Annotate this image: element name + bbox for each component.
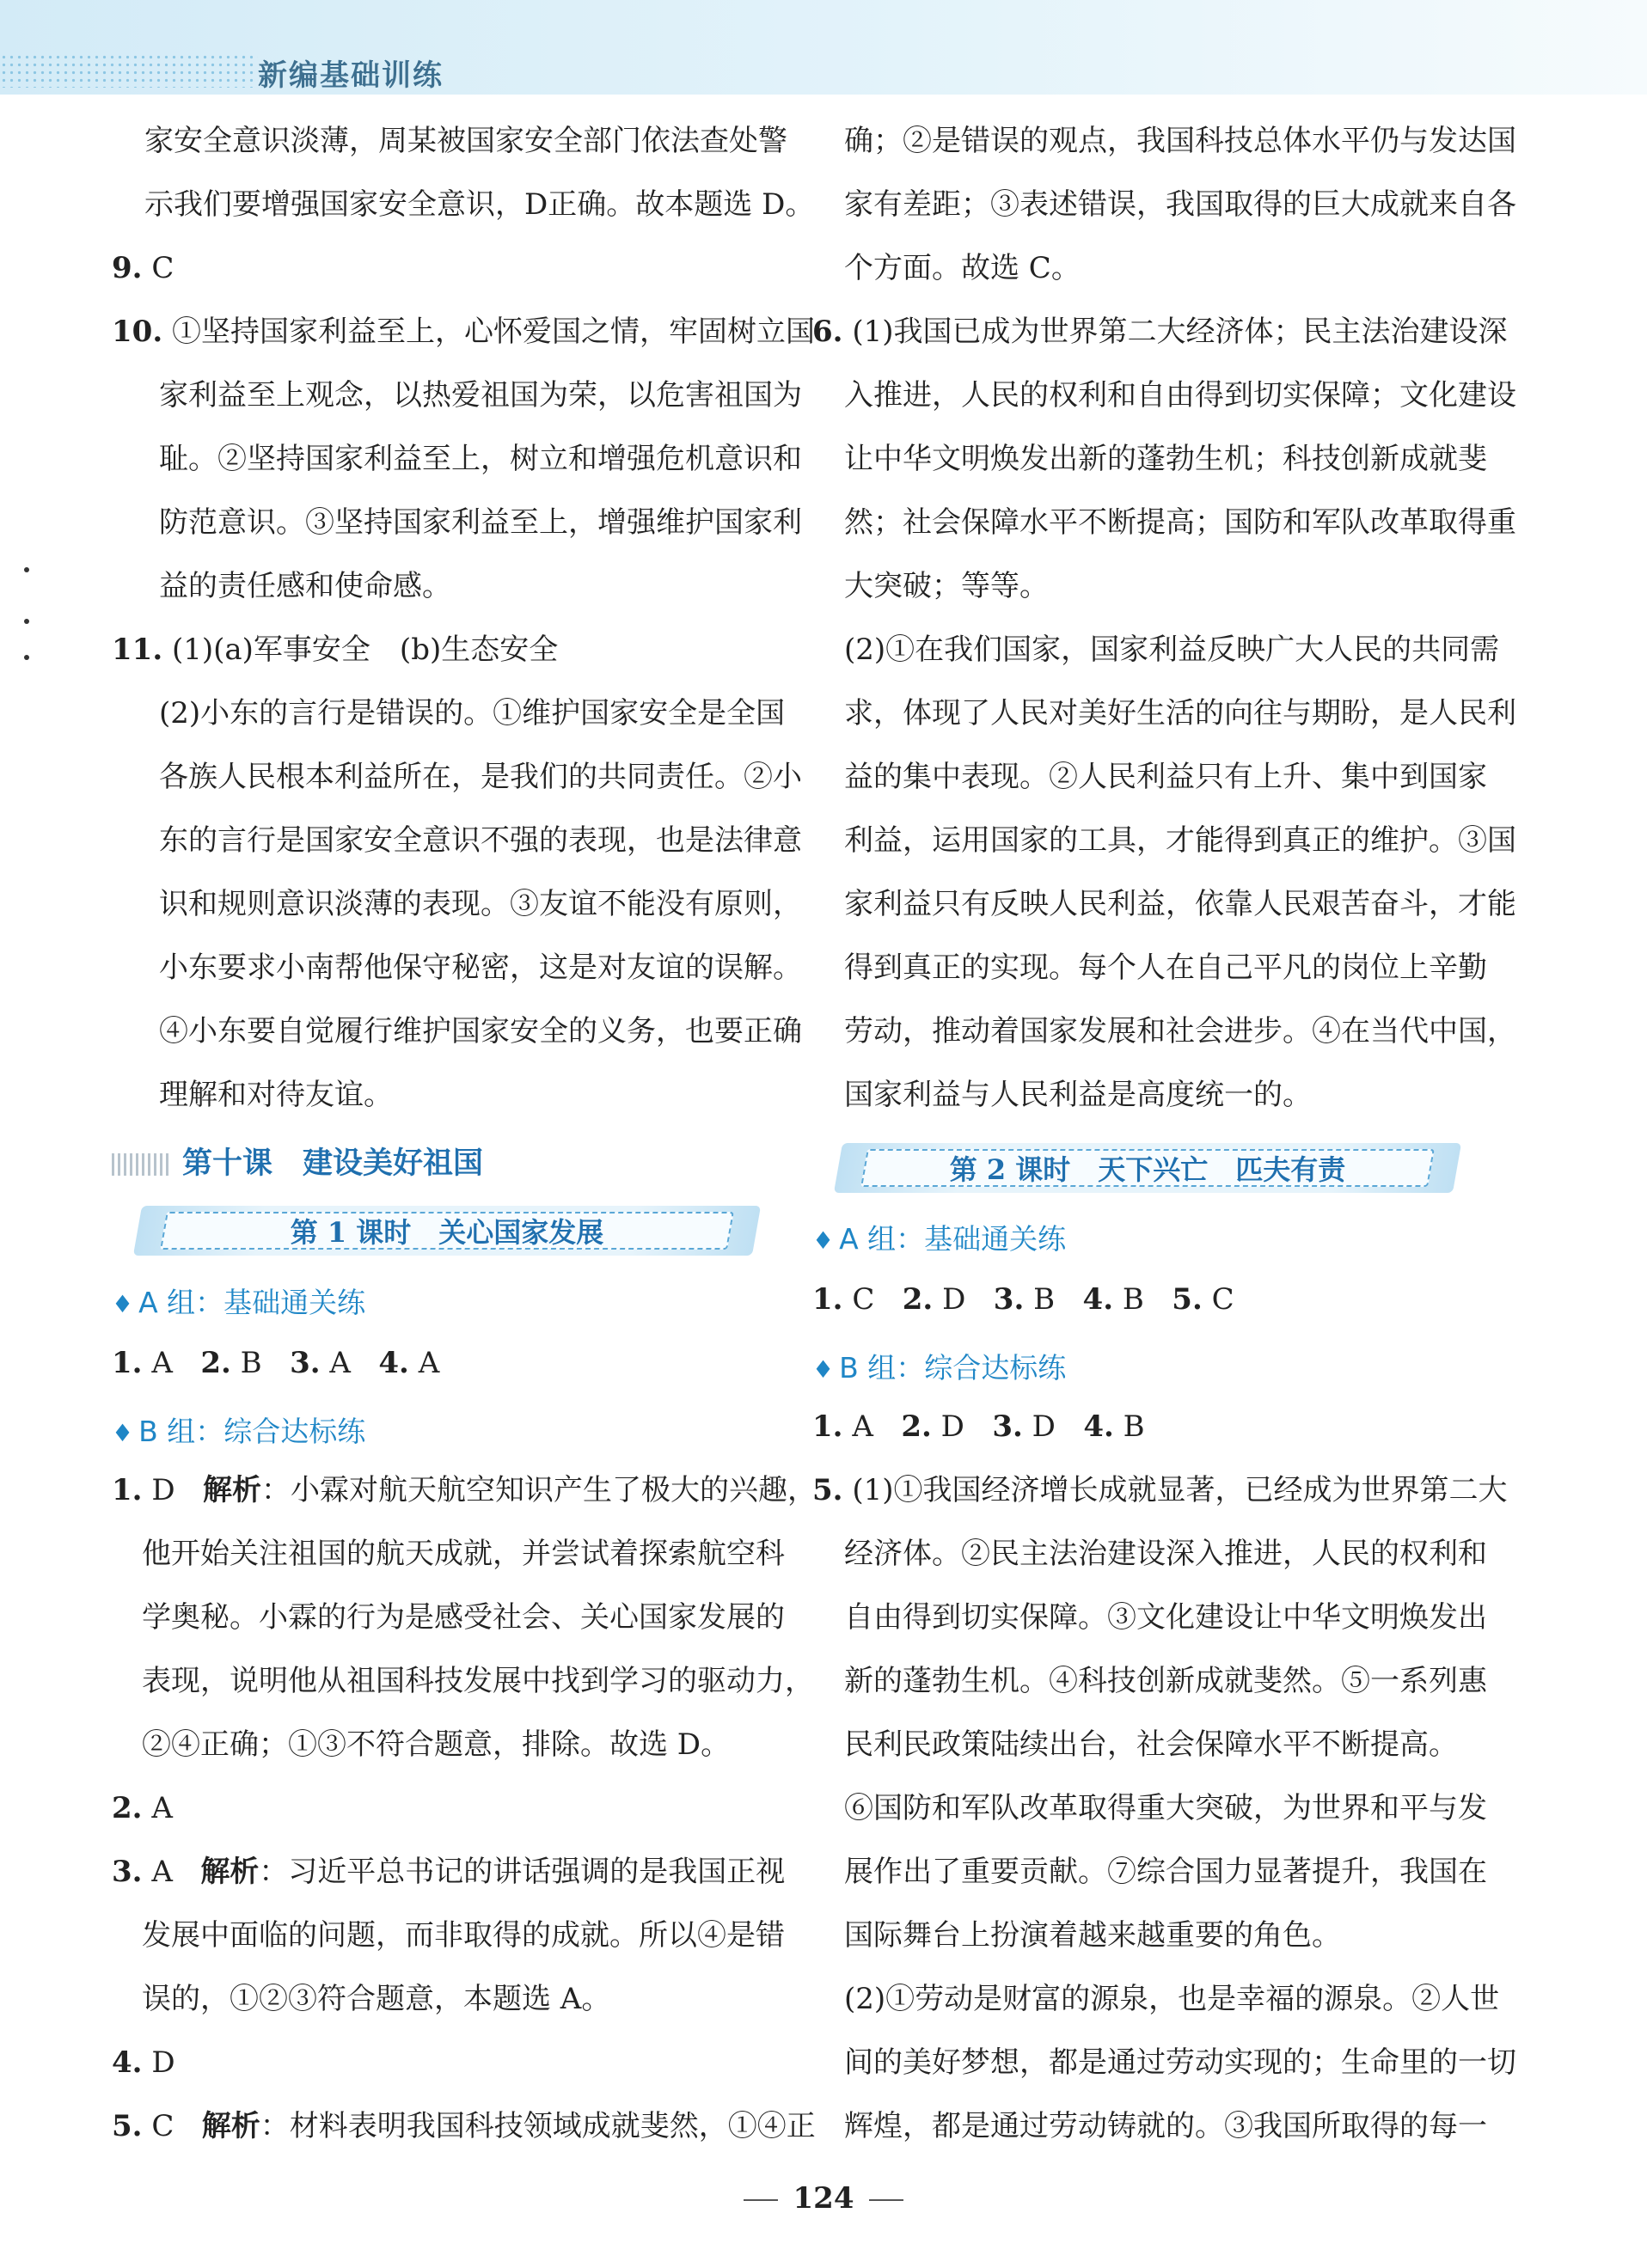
text-line: 家利益至上观念，以热爱祖国为荣，以危害祖国为 [159,378,802,413]
question-b4 [112,2045,175,2080]
text-line: 益的责任感和使命感。 [159,569,451,603]
question-number: 5. [812,1473,843,1507]
text-line: ④小东要自觉履行维护国家安全的义务，也要正确 [159,1014,802,1048]
answer: B [240,1346,262,1380]
answer-number: 4. [1082,1282,1114,1317]
answers-row [812,1409,1145,1444]
answer: A [329,1346,351,1380]
answer: D [942,1282,966,1317]
text-line: 国家利益与人民利益是高度统一的。 [844,1078,1312,1112]
text-line: 家利益只有反映人民利益，依靠人民艰苦奋斗，才能 [844,887,1516,921]
question-number: 6. [812,315,843,349]
answer: B [1033,1282,1056,1317]
question-9 [112,251,174,285]
text-line: 得到真正的实现。每个人在自己平凡的岗位上辛勤 [844,951,1487,985]
diamond-icon: ♦ [812,1355,835,1384]
answer-number: 3. [993,1282,1025,1317]
question-number: 5. [112,2109,143,2143]
answer: A [151,1791,173,1825]
question-10-first [112,315,815,349]
group-label: B 组：综合达标练 [138,1415,366,1448]
answer: A [151,1855,173,1889]
question-11-first [112,633,558,667]
answer: A [852,1409,873,1444]
question-number: 4. [112,2045,143,2080]
diamond-icon: ♦ [112,1290,134,1318]
group-label: B 组：综合达标练 [839,1351,1067,1385]
text-line: ②④正确；①③不符合题意，排除。故选 D。 [142,1727,731,1762]
text-line: 识和规则意识淡薄的表现。③友谊不能没有原则， [159,887,802,921]
analysis-label: 解析 [200,1855,260,1889]
lesson-title: 第 1 课时 关心国家发展 [290,1216,604,1249]
text-line: 求，体现了人民对美好生活的向往与期盼，是人民利 [844,696,1516,731]
text-line: 确；②是错误的观点，我国科技总体水平仍与发达国 [844,124,1516,158]
lesson-banner [834,1143,1461,1193]
answer-number: 2. [901,1409,932,1444]
text-line: 国际舞台上扮演着越来越重要的角色。 [844,1918,1341,1953]
answer: B [1123,1409,1145,1444]
analysis-label: 解析 [201,2109,260,2143]
page-number-row [0,2181,1647,2216]
text-line: 劳动，推动着国家发展和社会进步。④在当代中国， [844,1014,1516,1048]
text-line: (2)小东的言行是错误的。①维护国家安全是全国 [159,696,786,731]
question-b5-first [112,2109,816,2143]
margin-marks [24,559,41,670]
answer: D [151,1473,175,1507]
answer-number: 2. [200,1346,231,1380]
text-line: 益的集中表现。②人民利益只有上升、集中到国家 [844,760,1487,794]
text-line: 小东要求小南帮他保守秘密，这是对友谊的误解。 [159,951,802,985]
group-a-label [812,1217,1066,1257]
text-line: 经济体。②民主法治建设深入推进，人民的权利和 [844,1537,1487,1571]
text-line: 理解和对待友谊。 [159,1078,393,1112]
group-b-label [112,1409,365,1450]
answer: C [151,251,174,285]
answer: D [1032,1409,1056,1444]
text-line: 发展中面临的问题，而非取得的成就。所以④是错 [142,1918,785,1953]
text-line: 示我们要增强国家安全意识，D正确。故本题选 D。 [144,187,815,222]
text-line: 辉煌，都是通过劳动铸就的。③我国所取得的每一 [844,2109,1487,2143]
answer-number: 3. [992,1409,1023,1444]
divider [744,2199,778,2201]
text-line: 学奥秘。小霖的行为是感受社会、关心国家发展的 [142,1600,785,1635]
text-line: (2)①劳动是财富的源泉，也是幸福的源泉。②人世 [844,1982,1500,2016]
text-line: (1)我国已成为世界第二大经济体；民主法治建设深 [852,315,1508,349]
question-number: 11. [112,633,163,667]
group-a-label [112,1281,365,1321]
text-line: 利益，运用国家的工具，才能得到真正的维护。③国 [844,823,1516,858]
text-line: 展作出了重要贡献。⑦综合国力显著提升，我国在 [844,1855,1487,1889]
book-title: 新编基础训练 [258,58,444,93]
text-line: ⑥国防和军队改革取得重大突破，为世界和平与发 [844,1791,1487,1825]
diamond-icon: ♦ [112,1419,134,1447]
answer: C [1211,1282,1234,1317]
chapter-heading [112,1140,483,1183]
page-number: 124 [793,2181,854,2216]
text-line: ：小霖对航天航空知识产生了极大的兴趣， [261,1473,817,1507]
text-line: 东的言行是国家安全意识不强的表现，也是法律意 [159,823,802,858]
group-b-label [812,1346,1066,1386]
divider [869,2199,903,2201]
lesson-banner [133,1206,761,1256]
text-line: 让中华文明焕发出新的蓬勃生机；科技创新成就斐 [844,442,1487,476]
question-5-first [812,1473,1507,1507]
text-line: 各族人民根本利益所在，是我们的共同责任。②小 [159,760,802,794]
text-line: 入推进，人民的权利和自由得到切实保障；文化建设 [844,378,1516,413]
text-line: 民利民政策陆续出台，社会保障水平不断提高。 [844,1727,1458,1762]
answer-number: 5. [1172,1282,1203,1317]
text-line: 个方面。故选 C。 [844,251,1081,285]
text-line: 然；社会保障水平不断提高；国防和军队改革取得重 [844,505,1516,540]
answer: C [151,2109,174,2143]
chapter-title: 第十课 建设美好祖国 [182,1146,484,1181]
answer: A [418,1346,440,1380]
text-line: 新的蓬勃生机。④科技创新成就斐然。⑤一系列惠 [844,1664,1487,1698]
answer-number: 1. [812,1409,843,1444]
analysis-label: 解析 [203,1473,262,1507]
answer-number: 2. [902,1282,934,1317]
text-line: 耻。②坚持国家利益至上，树立和增强危机意识和 [159,442,802,476]
answer: B [1122,1282,1144,1317]
answers-row [112,1346,439,1380]
text-line: (2)①在我们国家，国家利益反映广大人民的共同需 [844,633,1500,667]
diamond-icon: ♦ [812,1226,835,1255]
text-line: 防范意识。③坚持国家利益至上，增强维护国家利 [159,505,802,540]
lesson-title: 第 2 课时 天下兴亡 匹夫有责 [949,1153,1346,1186]
question-number: 3. [112,1855,143,1889]
text-line: 自由得到切实保障。③文化建设让中华文明焕发出 [844,1600,1487,1635]
answer: A [151,1346,173,1380]
question-b2 [112,1791,173,1825]
question-number: 1. [112,1473,143,1507]
group-label: A 组：基础通关练 [839,1222,1067,1256]
answer-number: 1. [812,1282,843,1317]
question-number: 9. [112,251,143,285]
text-line: (1)(a)军事安全 (b)生态安全 [171,633,559,667]
text-line: 误的，①②③符合题意，本题选 A。 [142,1982,611,2016]
text-line: ：材料表明我国科技领域成就斐然，①④正 [260,2109,816,2143]
text-line: 表现，说明他从祖国科技发展中找到学习的驱动力， [142,1664,814,1698]
text-line: 大突破；等等。 [844,569,1049,603]
question-b1-first [112,1473,817,1507]
text-line: 家有差距；③表述错误，我国取得的巨大成就来自各 [844,187,1516,222]
answer: D [940,1409,964,1444]
header-dot-pattern [0,53,258,88]
answer-number: 3. [290,1346,321,1380]
question-b3-first [112,1855,785,1889]
answers-row [812,1282,1234,1317]
text-line: 家安全意识淡薄，周某被国家安全部门依法查处警 [144,124,787,158]
text-line: 间的美好梦想，都是通过劳动实现的；生命里的一切 [844,2045,1516,2080]
answer: C [852,1282,875,1317]
question-6-first [812,315,1507,349]
question-number: 2. [112,1791,143,1825]
group-label: A 组：基础通关练 [138,1286,366,1319]
answer-number: 1. [112,1346,143,1380]
answer: D [151,2045,175,2080]
text-line: ①坚持国家利益至上，心怀爱国之情，牢固树立国 [171,315,815,349]
text-line: ：习近平总书记的讲话强调的是我国正视 [259,1855,786,1889]
text-line: 他开始关注祖国的航天成就，并尝试着探索航空科 [142,1537,785,1571]
answer-number: 4. [1083,1409,1114,1444]
heading-bars [112,1153,172,1176]
text-line: (1)①我国经济增长成就显著，已经成为世界第二大 [852,1473,1508,1507]
answer-number: 4. [378,1346,409,1380]
question-number: 10. [112,315,163,349]
